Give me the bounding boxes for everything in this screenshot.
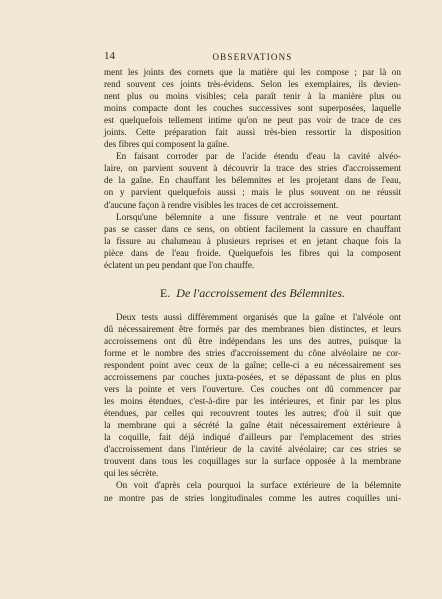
page-number: 14 [104,50,115,62]
paragraph [104,479,401,503]
paragraph [104,311,401,480]
text-line: Lorsqu'une bélemnite a une fissure ventrale et ne veut pourtant [116,211,401,222]
text-line: pièce dans de l'eau froide. Quelquefois les fibres qui la composent [104,247,401,258]
text-line: respondent point avec ceux de la gaîne; celle-ci a eu nécessairement ses [104,359,401,370]
text-line: la membrane qui a sécrété la gaîne était nécessairement extérieure à [104,420,401,431]
text-line: accroissemens ont dû être indépendans les uns des autres, puisque la [104,335,401,346]
text-line: on y parvient quelquefois aussi ; mais le plus souvent on ne réussit [104,187,401,198]
text-line: d'aucune façon à rendre visibles les traces de cet accroissement. [104,199,339,210]
text-line: pas se casser dans ce sens, on obtient facilement la cassure en chauffant [104,223,401,234]
text-line: ne montre pas de stries longitudinales comme les autres coquilles uni- [104,492,401,503]
text-line: forme et le nombre des stries d'accroissement du cône alvéolaire ne cor- [104,347,401,358]
text-line: de la gaîne. En chauffant les bélemnites et les projetant dans de l'eau, [104,175,401,186]
text-line: est quelquefois tellement intime qu'on ne peut pas voir de trace de ces [104,115,401,126]
text-line: d'accroissement dans l'intérieur de la cavité alvéolaire; car ces stries se [104,444,401,455]
text-line: On voit d'après cela pourquoi la surface extérieure de la bélemnite [116,480,401,491]
text-line: nent plus ou moins visibles; cela paraît tenir à la manière plus ou [104,91,401,102]
text-line: Deux tests aussi différemment organisés que la gaîne et l'alvéole ont [116,311,401,322]
text-line: ment les joints des cornets que la matière qui les compose ; par là on [104,67,401,77]
text-line: joints. Cette préparation fait aussi très-bien ressortir la disposition [104,127,401,138]
paragraphs-before-heading [104,66,401,271]
text-line: la coquille, fait déjà indiqué d'ailleurs par l'emplacement des stries [104,432,401,443]
page-header [104,52,401,64]
paragraph [104,66,401,150]
paragraph [104,150,401,210]
text-line: éclatent un peu pendant que l'on chauffe. [104,259,255,270]
section-heading [104,285,401,301]
text-line: les moins étendues, c'est-à-dire par les intérieures, et finir par les plus [104,396,401,407]
text-line: rend souvent ces joints très-évidens. Selon les exemplaires, ils devien- [104,79,401,90]
paragraphs-after-heading [104,311,401,504]
text-line: trouvent dans tous les coquillages sur la surface opposée à la membrane [104,456,401,467]
text-line: moins compacte dont les couches successives sont superposées, laquelle [104,103,401,114]
section-marker: E. [159,285,171,300]
text-line: laire, on parvient souvent à découvrir la trace des stries d'accroissement [104,163,401,174]
text-line: qui les sécrète. [104,468,159,479]
text-line: la fissure au chalumeau à plusieurs reprises et en jetant chaque fois la [104,235,401,246]
running-head: OBSERVATIONS [212,52,293,62]
text-line: des fibres qui composent la gaîne. [104,139,230,150]
text-line: En faisant corroder par de l'acide étendu d'eau la cavité alvéo- [116,151,401,162]
text-line: vers la pointe et vers l'ouverture. Ces couches ont dû commencer par [104,384,401,395]
text-line: accroissemens par couches juxta-posées, et se dépassant de plus en plus [104,372,401,383]
body-text [104,66,401,504]
paragraph [104,211,401,271]
text-line: dû nécessairement être formés par des membranes bien distinctes, et leurs [104,323,401,334]
text-line: étendues, par celles qui recouvrent toutes les autres; d'où il suit que [104,408,401,419]
section-title: De l'accroissement des Bélemnites. [176,285,346,300]
